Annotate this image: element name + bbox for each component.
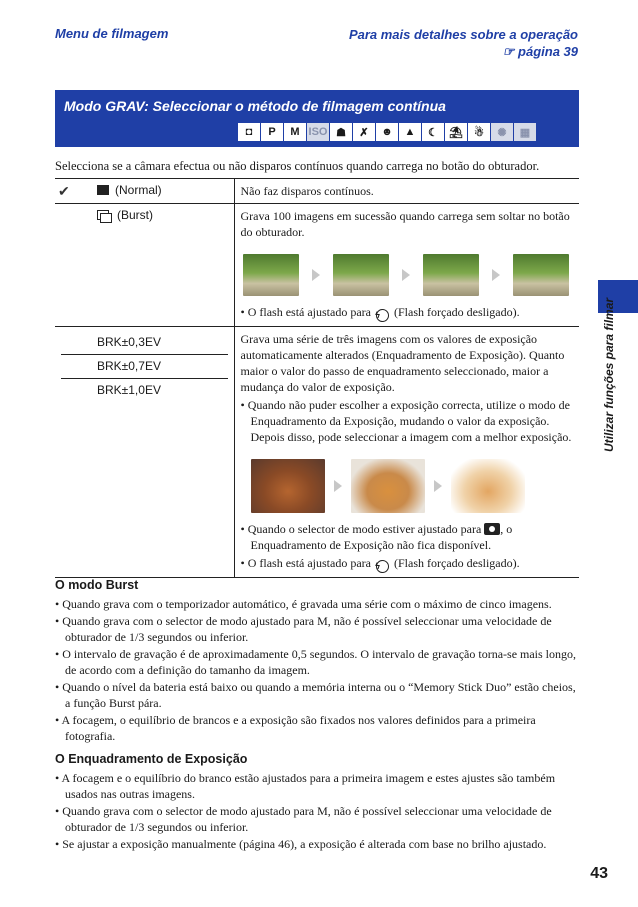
camera-auto-icon: ◘ [238,123,260,141]
option-brk-10-label: BRK±1,0EV [97,383,161,397]
twilight-icon: ☾ [422,123,444,141]
burst-photo-4 [513,254,569,296]
list-item: • O intervalo de gravação é de aproximadamente 0,5 segundos. O intervalo de gravação torna-se mais longo, de acordo com a definição do tamanho da imagem. [55,647,577,677]
landscape-icon: ▲ [399,123,421,141]
side-section-label: Utilizar funções para filmar [602,297,616,452]
table-row-brk [55,327,579,578]
brk-photo-normal [351,459,425,513]
burst-mode-icon [97,210,111,221]
option-burst-label: (Burst) [117,208,153,222]
list-item: • Quando grava com o temporizador automático, é gravada uma série com o máximo de cinco imagens. [55,597,552,611]
list-item: • A focagem e o equilíbrio do branco estão ajustados para a primeira imagem e estes ajustes são também usados nas outras imagens. [55,771,556,801]
portrait-twilight-icon: ☗ [330,123,352,141]
flash-off-icon: ϟ [376,560,389,573]
list-item: • Quando grava com o selector de modo ajustado para M, não é possível seleccionar uma velocidade de obturador de 1/3 segundos ou inferior. [55,614,552,644]
list-item: • Se ajustar a exposição manualmente (página 46), a exposição é alterada com base no brilho ajustado. [55,837,547,851]
detail-reference-line2: ☞ página 39 [502,44,578,59]
table-row-burst [55,204,579,327]
fireworks-icon: ✺ [491,123,513,141]
default-check-icon: ✔ [58,183,70,199]
page-number: 43 [590,865,608,882]
burst-flash-note: • O flash está ajustado para ϟ (Flash forçado desligado). [240,305,520,320]
brk-photo-bright [451,459,525,513]
intro-text: Selecciona se a câmara efectua ou não disparos contínuos quando carrega no botão do obturador. [55,159,540,173]
brk-note-1: • Quando não puder escolher a exposição correcta, utilize o modo de Enquadramento da Exposição, mudando o valor da exposição. Depois disso, pode seleccionar a imagem com a melhor exposição. [240,398,572,444]
movie-icon: ▦ [514,123,536,141]
sports-icon: ✗ [353,123,375,141]
arrow-icon [312,269,320,281]
camera-auto-icon [484,523,500,535]
option-brk-03-label: BRK±0,3EV [61,331,228,355]
soft-snap-icon: ☻ [376,123,398,141]
option-normal-desc: Não faz disparos contínuos. [234,179,579,204]
burst-photo-2 [333,254,389,296]
detail-reference [349,26,578,60]
section-header: Menu de filmagem [55,26,169,41]
brk-note-3: • O flash está ajustado para ϟ (Flash forçado desligado). [240,556,520,571]
burst-section-list [55,596,579,745]
title-banner [55,90,579,147]
list-item: • Quando grava com o selector de modo ajustado para M, não é possível seleccionar uma velocidade de obturador de 1/3 segundos ou inferior. [55,804,552,834]
snow-icon: ☃ [468,123,490,141]
mode-icons-row [238,123,536,141]
options-table [55,178,579,578]
burst-example-photos [243,254,574,296]
option-burst-desc: Grava 100 imagens em sucessão quando carrega sem soltar no botão do obturador. [240,209,570,239]
brk-photo-dark [251,459,325,513]
manual-mode-icon: M [284,123,306,141]
bracket-section-list [55,770,579,853]
arrow-icon [434,480,442,492]
brk-note-2: • Quando o selector de modo estiver ajustado para , o Enquadramento de Exposição não fica disponível. [240,522,513,552]
iso-mode-icon: ISO [307,123,329,141]
arrow-icon [334,480,342,492]
arrow-icon [492,269,500,281]
normal-mode-icon [97,185,109,195]
beach-icon: ⛱ [445,123,467,141]
option-brk-desc: Grava uma série de três imagens com os valores de exposição automaticamente alterados (Enquadramento de Exposição). Quanto maior o valor do passo de enquadramento seleccionado, maior a mudança do valor de exposição. [240,332,565,394]
arrow-icon [402,269,410,281]
option-normal-label: (Normal) [115,183,162,197]
flash-off-icon: ϟ [376,309,389,322]
burst-photo-1 [243,254,299,296]
burst-section-heading: O modo Burst [55,578,139,592]
burst-photo-3 [423,254,479,296]
program-mode-icon: P [261,123,283,141]
list-item: • Quando o nível da bateria está baixo ou quando a memória interna ou o “Memory Stick Duo” estão cheios, a função Burst pára. [55,680,576,710]
bracket-section-heading: O Enquadramento de Exposição [55,752,248,766]
list-item: • A focagem, o equilíbrio de brancos e a exposição são fixados nos valores definidos para a primeira fotografia. [55,713,536,743]
option-brk-07-label: BRK±0,7EV [61,355,228,379]
banner-title: Modo GRAV: Seleccionar o método de filmagem contínua [64,98,446,114]
brk-example-photos [251,459,574,513]
detail-reference-line1: Para mais detalhes sobre a operação [348,27,578,42]
table-row-normal [55,179,579,204]
